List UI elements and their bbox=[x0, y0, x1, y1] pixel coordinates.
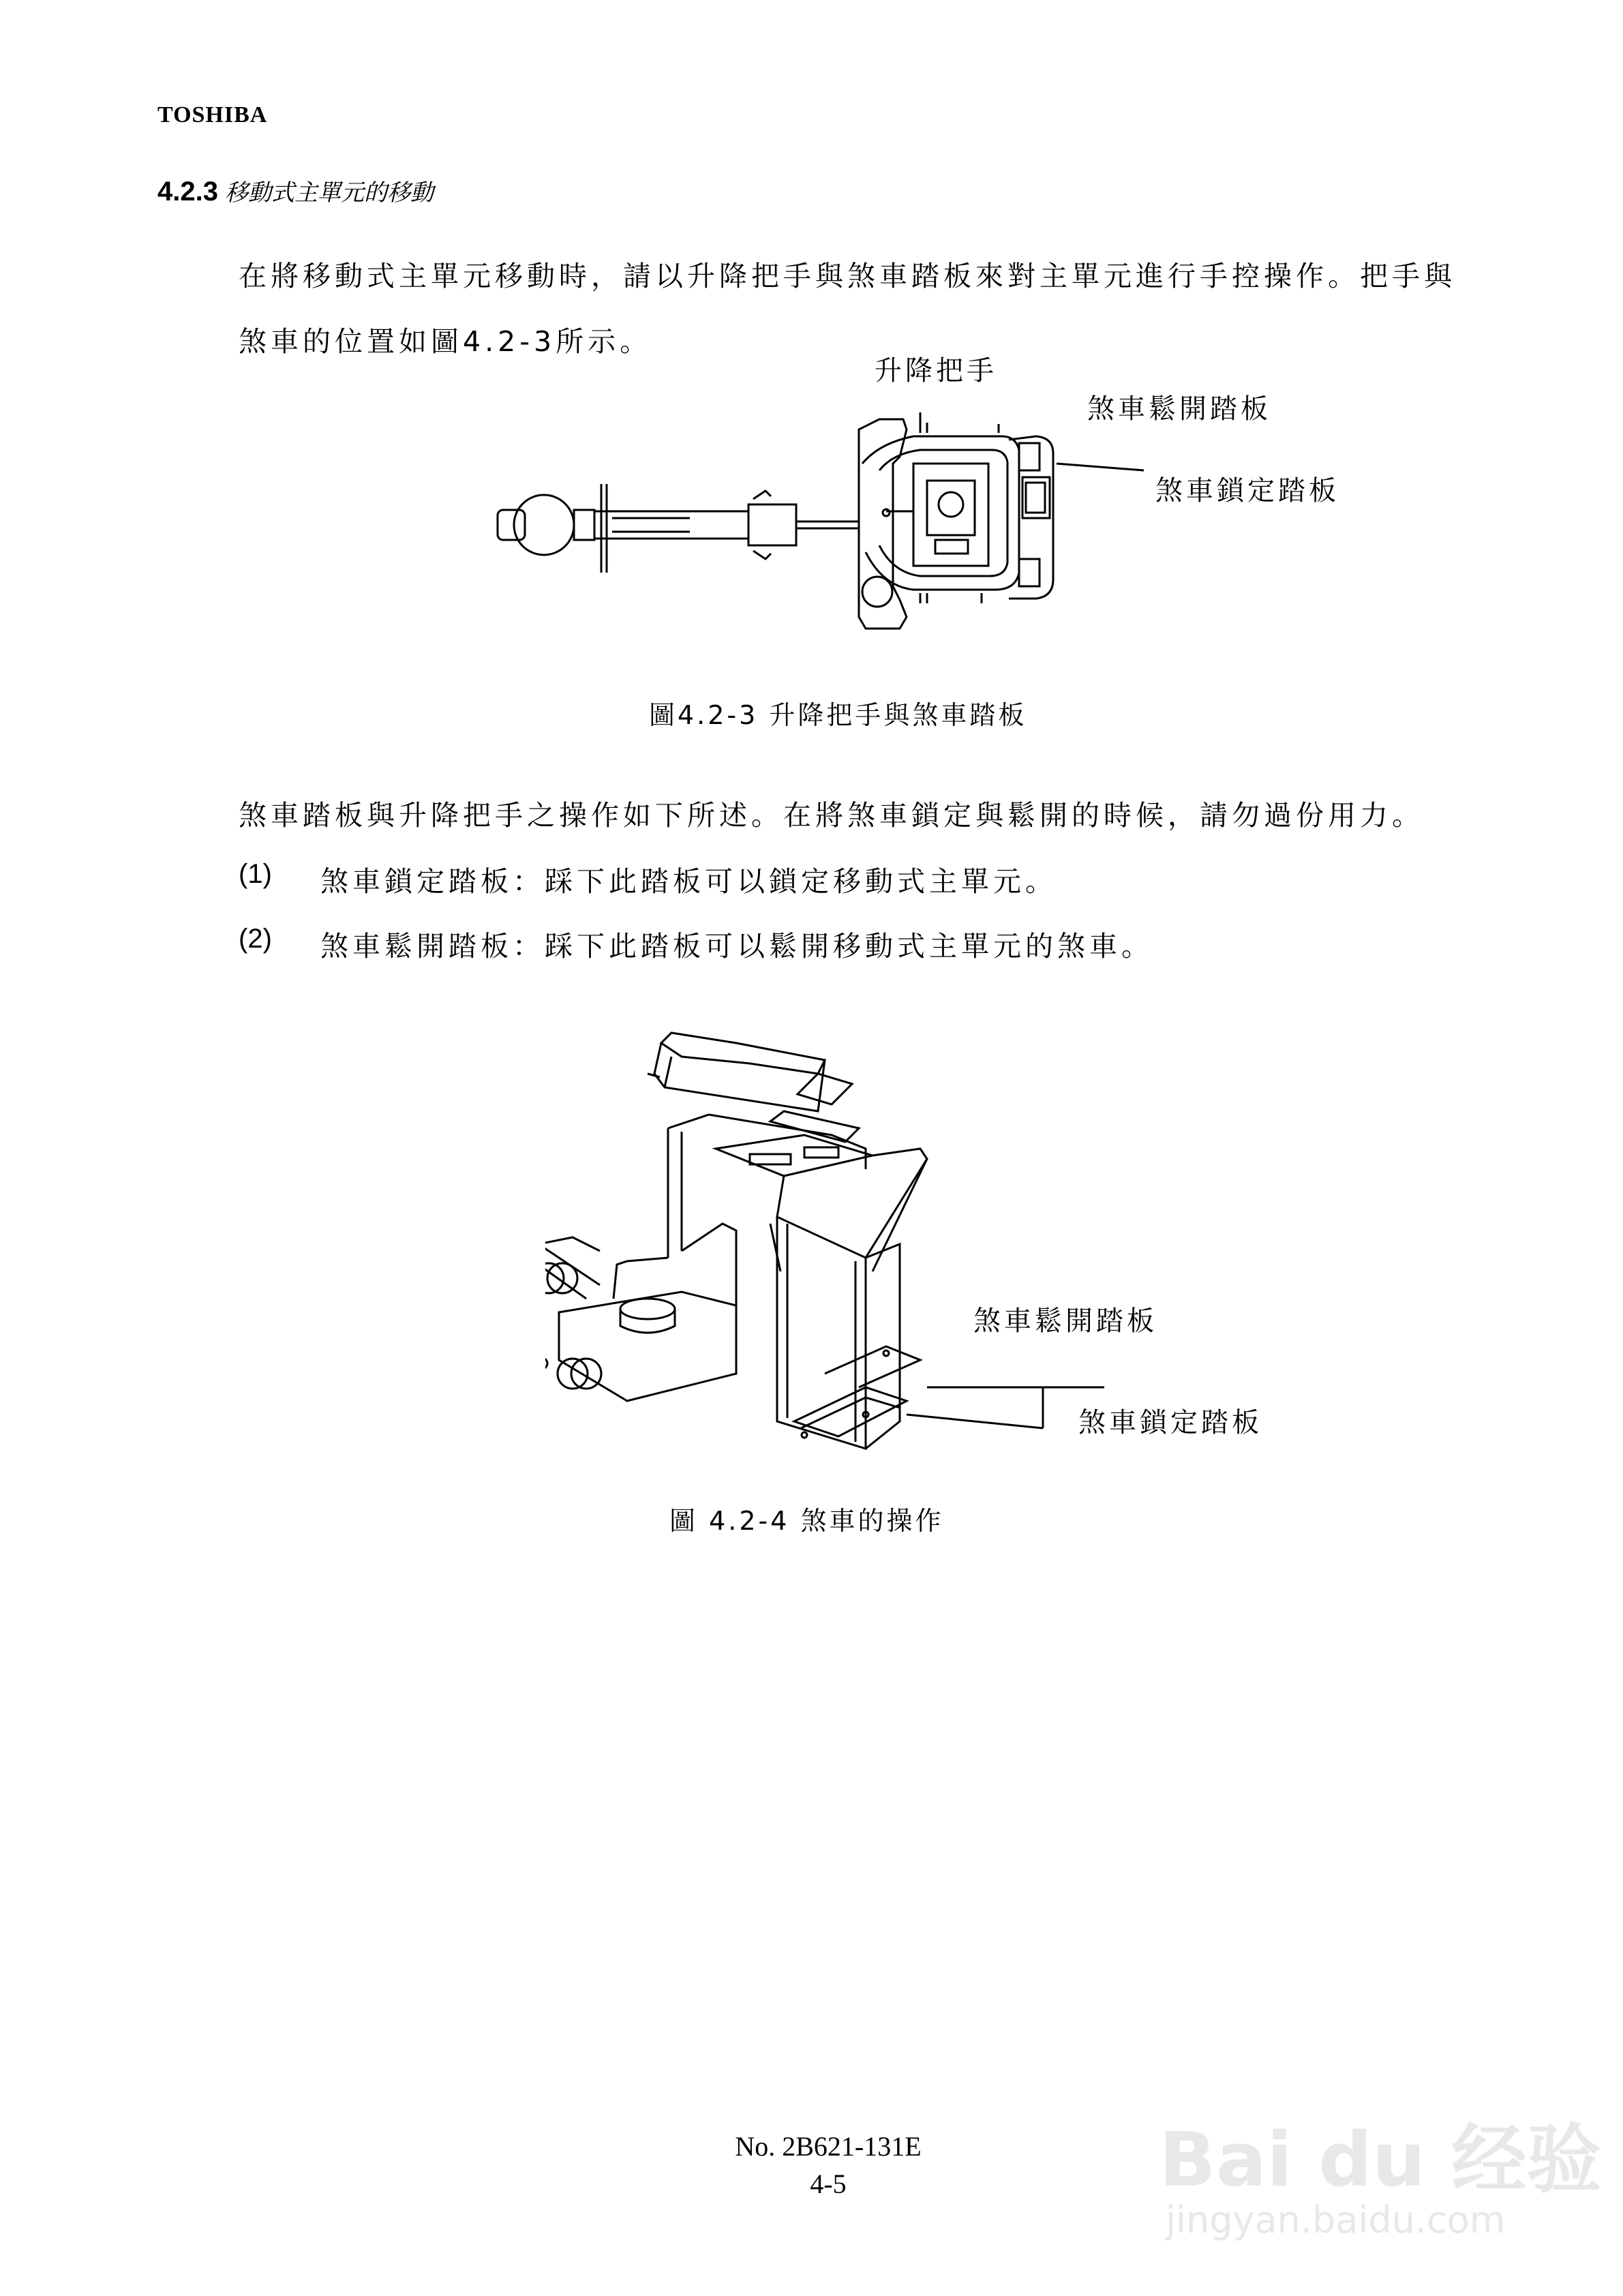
list-item-1-number: (1) bbox=[239, 859, 272, 889]
brand-logo-text: TOSHIBA bbox=[157, 102, 268, 127]
watermark-url: jingyan.baidu.com bbox=[1166, 2199, 1506, 2241]
figure1-caption: 圖4.2-3 升降把手與煞車踏板 bbox=[649, 700, 1027, 730]
figure1-label-lock-pedal: 煞車鎖定踏板 bbox=[1155, 475, 1339, 507]
document-number: No. 2B621-131E bbox=[735, 2131, 922, 2162]
section-heading bbox=[157, 174, 434, 207]
figure2-label-release-pedal: 煞車鬆開踏板 bbox=[973, 1305, 1157, 1337]
intro-line-2: 煞車的位置如圖4.2-3所示。 bbox=[239, 325, 652, 358]
intro-line-1: 在將移動式主單元移動時，請以升降把手與煞車踏板來對主單元進行手控操作。把手與 bbox=[239, 260, 1456, 292]
list-item-1-text: 煞車鎖定踏板：踩下此踏板可以鎖定移動式主單元。 bbox=[320, 865, 1057, 898]
figure2-label-lock-pedal: 煞車鎖定踏板 bbox=[1078, 1407, 1262, 1438]
list-item-2-number: (2) bbox=[239, 924, 272, 954]
list-item-2-text: 煞車鬆開踏板：踩下此踏板可以鬆開移動式主單元的煞車。 bbox=[320, 930, 1153, 963]
page-number: 4-5 bbox=[810, 2169, 847, 2199]
body-text: 煞車踏板與升降把手之操作如下所述。在將煞車鎖定與鬆開的時候，請勿過份用力。 bbox=[239, 799, 1424, 832]
figure1-label-handle: 升降把手 bbox=[875, 355, 997, 387]
figure2-caption: 圖 4.2-4 煞車的操作 bbox=[669, 1506, 944, 1536]
section-title: 移動式主單元的移動 bbox=[224, 179, 434, 207]
figure1-top-view-drawing bbox=[477, 382, 1159, 654]
figure1-label-release-pedal: 煞車鬆開踏板 bbox=[1087, 393, 1271, 425]
watermark-brand: Bai du 经验 bbox=[1159, 2116, 1602, 2203]
section-number: 4.2.3 bbox=[157, 177, 218, 207]
